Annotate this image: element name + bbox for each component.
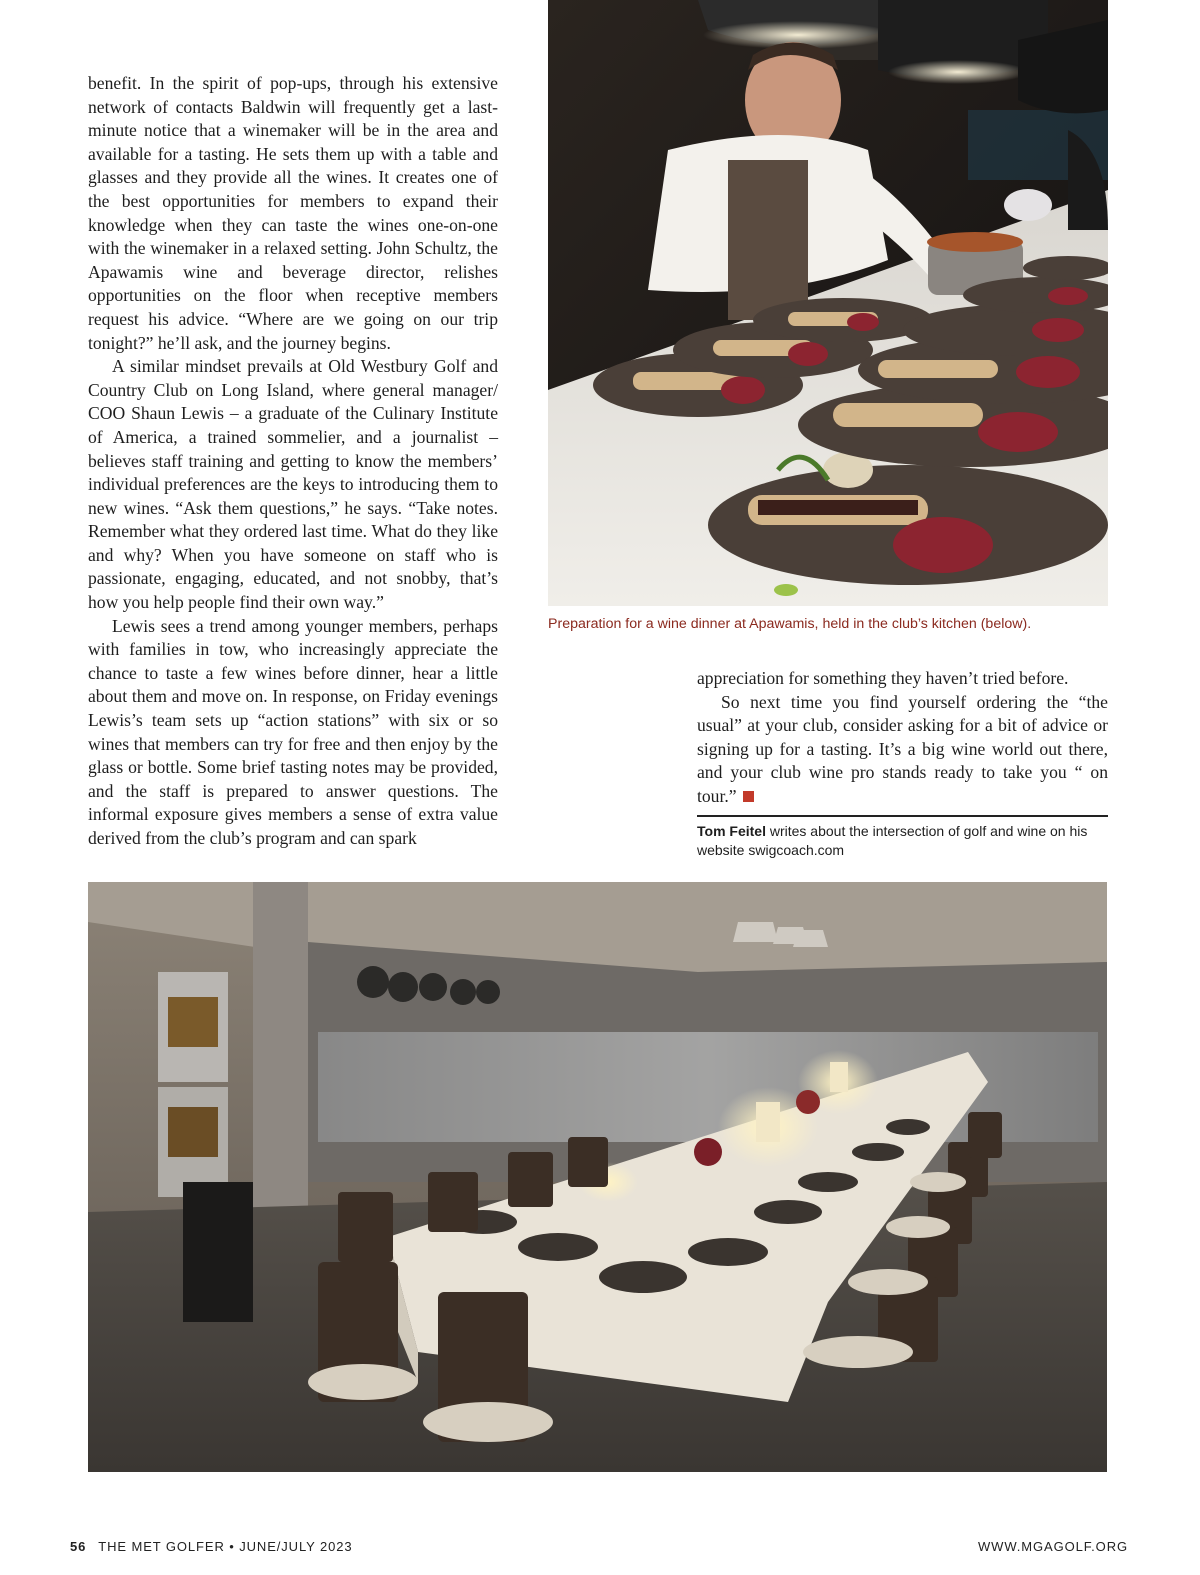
author-name: Tom Feitel	[697, 823, 766, 839]
author-bio	[697, 822, 1108, 860]
article-column-right	[697, 667, 1108, 809]
paragraph-text: So next time you find yourself ordering the “the usual” at your club, consider asking for a bit of advice or signing up for a tasting. It’s a big wine world out there, and your club wine pro stands ready to take you “ on tour.”	[697, 691, 1108, 806]
page-number: 56	[70, 1539, 87, 1554]
kitchen-plating-photo	[548, 0, 1108, 606]
article-column-left	[88, 72, 498, 851]
author-bio-text: writes about the intersection of golf and wine on his website swigcoach.com	[697, 823, 1088, 858]
paragraph: appreciation for something they haven’t tried before.	[697, 668, 1069, 688]
kitchen-dinner-table-illustration	[88, 882, 1107, 1472]
kitchen-plating-illustration	[548, 0, 1108, 606]
photo-caption: Preparation for a wine dinner at Apawamis, held in the club’s kitchen (below).	[548, 616, 1032, 632]
page-footer	[70, 1539, 1128, 1559]
publication-issue: THE MET GOLFER • JUNE/JULY 2023	[98, 1539, 353, 1554]
bio-divider	[697, 815, 1108, 817]
paragraph: Lewis sees a trend among younger members, perhaps with families in tow, who increasingly appreciate the chance to taste a few wines before dinner, hear a little about them and move on. In response, on Friday evenings Lewis’s team sets up “action stations” with six or so wines that members can try for free and then enjoy by the glass or bottle. Some brief tasting notes may be provided, and the staff is prepared to answer questions. The informal exposure gives members a sense of extra value derived from the club’s program and can spark	[88, 615, 498, 848]
footer-website: WWW.MGAGOLF.ORG	[978, 1539, 1128, 1554]
end-mark-icon	[743, 791, 754, 802]
paragraph	[697, 691, 1108, 809]
paragraph: benefit. In the spirit of pop-ups, through his extensive network of contacts Baldwin will frequently get a last-minute notice that a winemaker will be in the area and available for a tasting. He sets them up with a table and glasses and they provide all the wines. It creates one of the best opportunities for members to expand their knowledge when they can taste the wines one-on-one with the winemaker in a relaxed setting. John Schultz, the Apawamis wine and beverage director, relishes opportunities on the floor when receptive members request his advice. “Where are we going on our trip tonight?” he’ll ask, and the journey begins.	[88, 73, 498, 353]
paragraph: A similar mindset prevails at Old Westbury Golf and Country Club on Long Island, where general manager/ COO Shaun Lewis – a graduate of the Culinary Institute of America, a trained sommelier, and a journalist – believes staff training and getting to know the members’ individual preferences are the keys to introducing them to new wines. “Ask them questions,” he says. “Take notes. Remember what they ordered last time. What do they like and why? When you have someone on staff who is passionate, engaging, educated, and not snobby, that’s how you help people find their own way.”	[88, 356, 498, 613]
kitchen-dinner-table-photo	[88, 882, 1107, 1472]
